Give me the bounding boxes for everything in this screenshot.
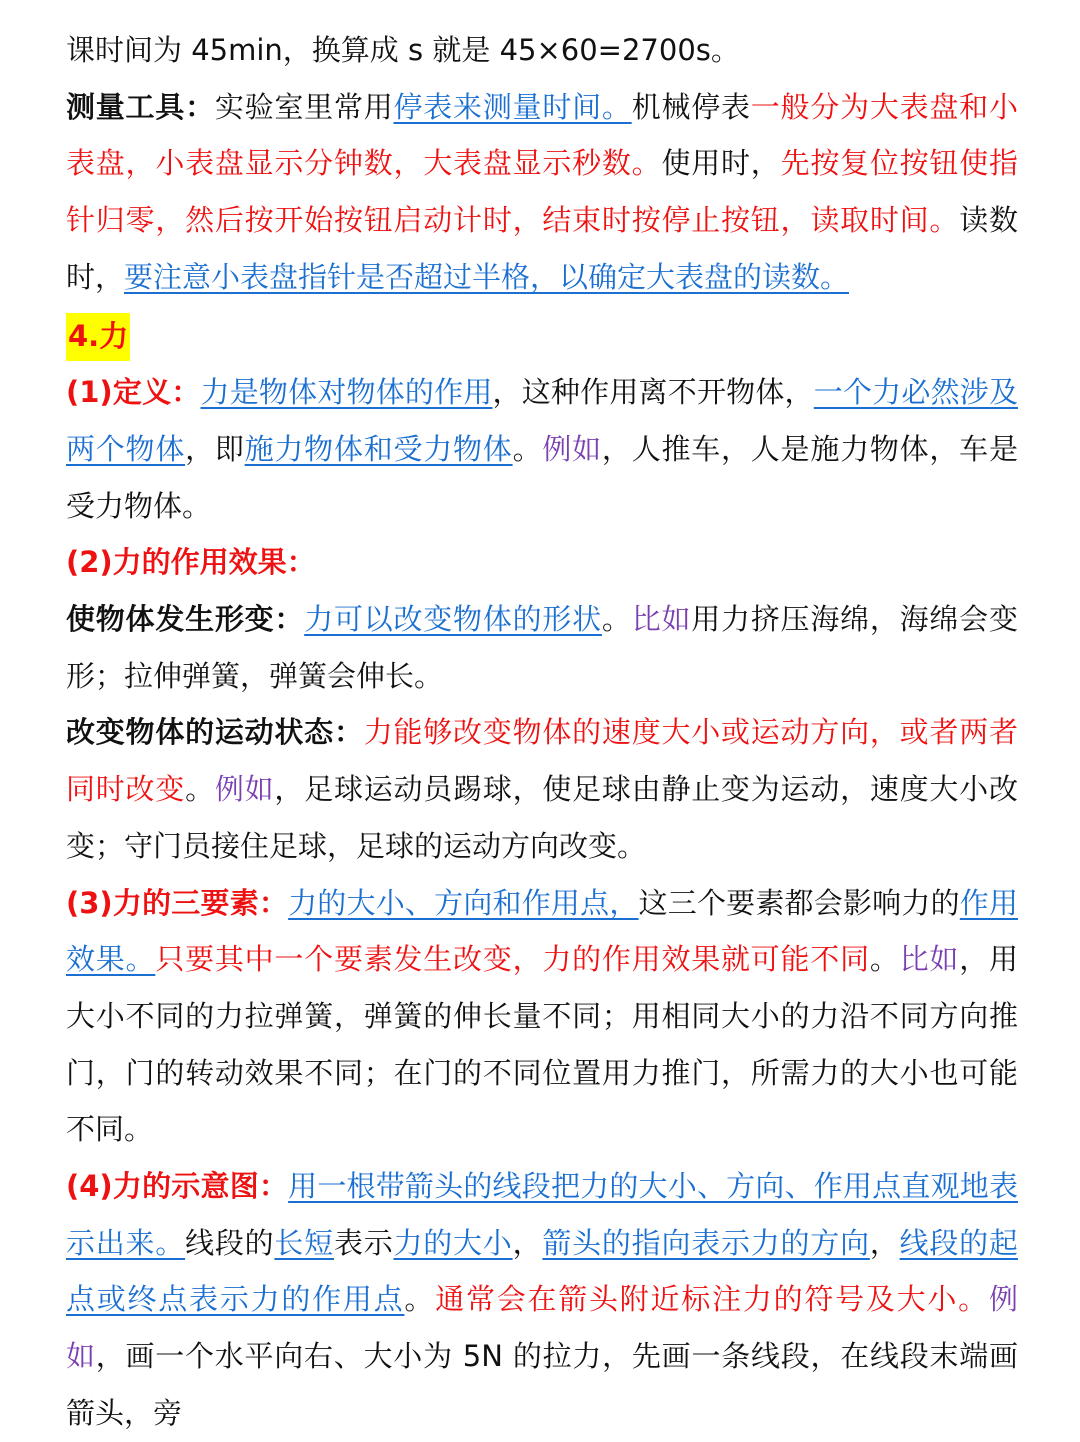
paragraph-deformation	[66, 591, 1018, 704]
red-emphasis-text: 力能够改变物体的速度大小或运动方向，或者两者同时改变	[66, 715, 1018, 807]
paragraph-force-diagram	[66, 1158, 1018, 1442]
underlined-text: 一个力必然涉及两个物体	[66, 375, 1018, 466]
paragraph-measuring-tool	[66, 79, 1018, 306]
paragraph-effects-heading	[66, 534, 1018, 591]
underlined-text: 施力物体和受力物体	[244, 431, 513, 466]
text-run: 。	[404, 1282, 436, 1317]
text-run: 用力挤压海绵，海绵会变形；拉伸弹簧，弹簧会伸长。	[66, 602, 1018, 693]
example-marker: 比如	[631, 602, 692, 637]
text-run: 课时间为 45min，换算成 s 就是 45×60=2700s。	[66, 33, 740, 67]
example-marker: 例如	[542, 431, 602, 466]
paragraph-definition	[66, 364, 1018, 534]
text-run: ，	[512, 1225, 543, 1260]
text-run: ，	[869, 1225, 900, 1260]
underlined-text: 作用效果。	[66, 885, 1018, 977]
text-run: 机械停表	[631, 89, 751, 124]
text-run: ，即	[185, 431, 245, 466]
label-deformation: 使物体发生形变：	[66, 602, 305, 637]
underlined-text: 用一根带箭头的线段把力的大小、方向、作用点直观地表示出来。	[66, 1169, 1018, 1260]
label-measuring-tool: 测量工具：	[66, 89, 215, 124]
example-marker: 比如	[899, 942, 960, 977]
text-run: 使用时，	[661, 146, 781, 181]
text-run: 实验室里常用	[214, 89, 394, 124]
underlined-text: 停表来测量时间。	[393, 89, 632, 124]
label-force-diagram: (4)力的示意图：	[66, 1169, 289, 1204]
paragraph-motion-state	[66, 704, 1018, 874]
red-emphasis-text: 通常会在箭头附近标注力的符号及大小。	[435, 1282, 989, 1317]
text-run: ，人推车，人是施力物体，车是受力物体。	[66, 431, 1018, 523]
highlighted-heading: 4.力	[66, 313, 130, 361]
red-emphasis-text: 一般分为大表盘和小表盘，小表盘显示分钟数，大表盘显示秒数。	[66, 89, 1018, 181]
red-emphasis-text: 只要其中一个要素发生改变，力的作用效果就可能不同	[155, 942, 870, 977]
text-run: ，画一个水平向右、大小为 5N 的拉力，先画一条线段，在线段末端画箭头，旁	[66, 1339, 1018, 1430]
document-page	[66, 22, 1018, 1442]
text-run: 。	[512, 431, 543, 466]
text-run: 读数时，	[66, 203, 1018, 294]
label-definition: (1)定义：	[66, 375, 201, 410]
label-three-elements: (3)力的三要素：	[66, 885, 289, 920]
underlined-text: 线段的起点或终点表示力的作用点	[66, 1225, 1018, 1317]
underlined-text: 要注意小表盘指针是否超过半格，以确定大表盘的读数。	[124, 259, 850, 294]
text-run: 线段的	[185, 1225, 275, 1260]
text-run: 。	[869, 942, 900, 977]
text-run: 。	[185, 772, 215, 807]
underlined-text: 箭头的指向表示力的方向	[542, 1225, 870, 1260]
text-run: ，用大小不同的力拉弹簧，弹簧的伸长量不同；用相同大小的力沿不同方向推门，门的转动效果不同；在门的不同位置用力推门，所需力的大小也可能不同。	[66, 942, 1018, 1147]
section-heading-force	[66, 308, 1018, 365]
label-effects: (2)力的作用效果：	[66, 545, 316, 580]
text-run: 。	[601, 602, 632, 637]
text-run: 这三个要素都会影响力的	[638, 885, 960, 920]
text-run: ，足球运动员踢球，使足球由静止变为运动，速度大小改变；守门员接住足球，足球的运动方向改变。	[66, 772, 1018, 863]
underlined-text: 力的大小、方向和作用点，	[288, 885, 639, 920]
text-run: ，这种作用离不开物体，	[492, 375, 814, 410]
paragraph-three-elements	[66, 875, 1018, 1159]
example-marker: 例如	[66, 1282, 1018, 1374]
underlined-text: 力可以改变物体的形状	[304, 602, 602, 637]
text-run: 表示	[333, 1225, 394, 1260]
label-motion-state: 改变物体的运动状态：	[66, 715, 364, 750]
paragraph-time-conversion	[66, 22, 1018, 79]
example-marker: 例如	[214, 772, 275, 807]
underlined-text: 力的大小	[393, 1225, 513, 1260]
underlined-text: 长短	[274, 1225, 334, 1260]
red-emphasis-text: 先按复位按钮使指针归零，然后按开始按钮启动计时，结束时按停止按钮，读取时间。	[66, 146, 1018, 238]
underlined-text: 力是物体对物体的作用	[200, 375, 493, 410]
